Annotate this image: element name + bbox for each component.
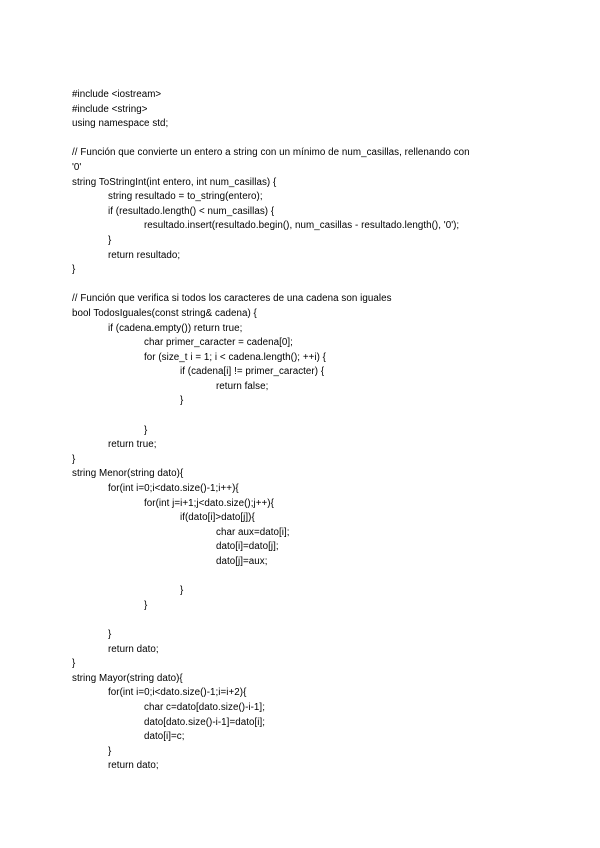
code-line: if (resultado.length() < num_casillas) { [108,205,275,217]
blank-line [72,409,542,424]
blank-line [72,613,542,628]
code-line: dato[i]=c; [144,731,185,743]
code-line: } [180,395,184,407]
code-line: } [108,628,112,640]
code-line: #include <iostream> [72,89,162,100]
blank-line [72,278,542,293]
code-line: char primer_caracter = cadena[0]; [144,337,293,349]
code-line: } [108,234,112,246]
blank-line [72,132,542,147]
code-line: string ToStringInt(int entero, int num_casillas) { [72,176,277,188]
code-line: char aux=dato[i]; [216,526,290,538]
code-line: dato[j]=aux; [216,556,268,567]
code-line: // Función que convierte un entero a string con un mínimo de num_casillas, rellenando con [72,147,470,159]
code-line: } [144,599,148,611]
code-line: for(int i=0;i<dato.size()-1;i=i+2){ [108,687,247,699]
code-line: for(int j=i+1;j<dato.size();j++){ [144,497,274,509]
code-line: char c=dato[dato.size()-i-1]; [144,701,265,713]
code-line: } [144,424,148,436]
code-line: return dato; [108,760,159,772]
code-line: } [72,264,76,276]
code-line: string Mayor(string dato){ [72,672,183,684]
code-line: if (cadena[i] != primer_caracter) { [180,366,325,378]
code-line: for(int i=0;i<dato.size()-1;i++){ [108,483,239,495]
code-line: // Función que verifica si todos los caracteres de una cadena son iguales [72,293,392,305]
code-line: for (size_t i = 1; i < cadena.length(); ++i) { [144,351,327,363]
code-line: return false; [216,380,269,392]
code-line: if(dato[i]>dato[j]){ [180,512,255,524]
code-line: if (cadena.empty()) return true; [108,322,243,334]
code-line: using namespace std; [72,118,169,130]
code-line: } [72,453,76,465]
code-line: '0' [72,161,82,173]
code-line: resultado.insert(resultado.begin(), num_casillas - resultado.length(), '0'); [144,220,460,232]
code-line: #include <string> [72,103,148,115]
code-listing [72,88,542,774]
code-line: string Menor(string dato){ [72,468,184,480]
code-line: string resultado = to_string(entero); [108,191,263,203]
code-line: } [72,658,76,670]
code-line: } [180,585,184,597]
code-line: dato[i]=dato[j]; [216,541,279,553]
code-line: dato[dato.size()-i-1]=dato[i]; [144,716,266,728]
code-line: bool TodosIguales(const string& cadena) { [72,307,257,319]
code-line: return true; [108,439,157,451]
code-line: return dato; [108,643,159,655]
code-line: return resultado; [108,249,181,261]
blank-line [72,570,542,585]
code-line: } [108,745,112,757]
